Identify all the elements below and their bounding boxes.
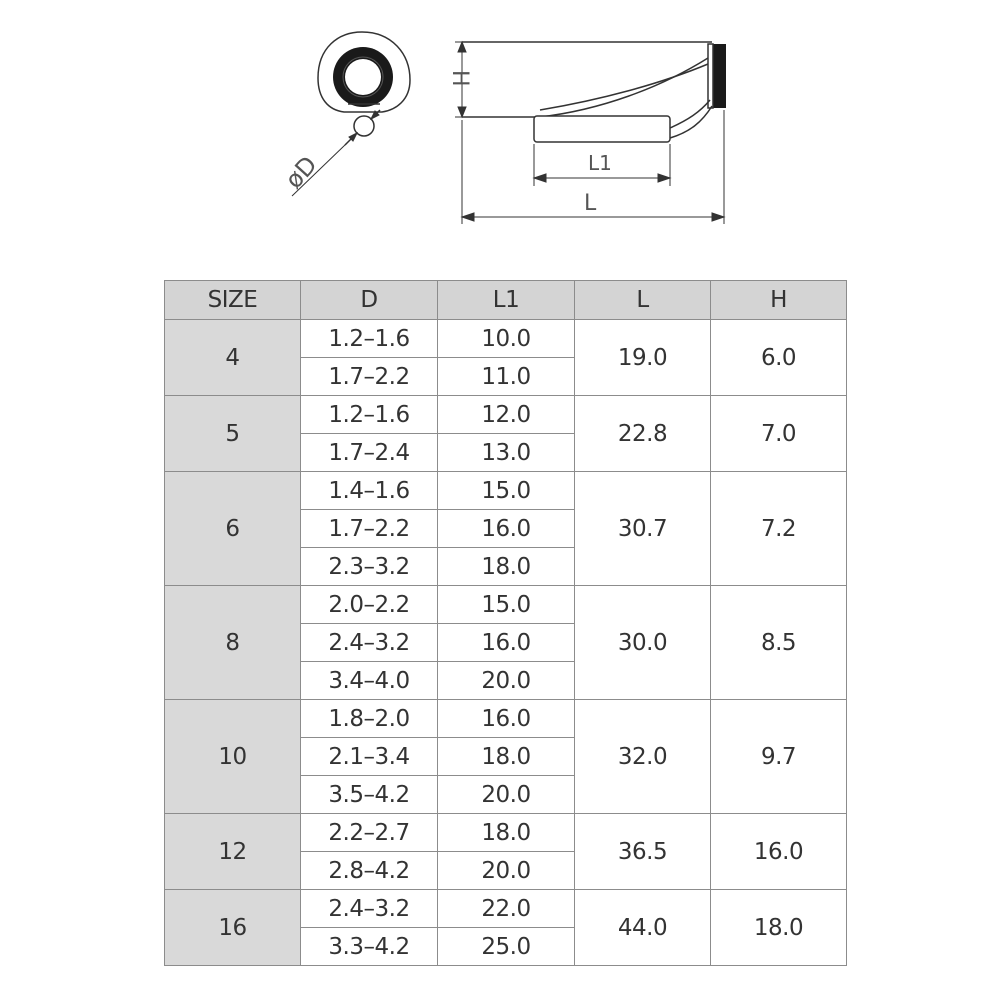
h-cell: 8.5 <box>711 586 847 700</box>
d-cell: 3.4–4.0 <box>301 662 438 700</box>
l-cell: 30.7 <box>575 472 711 586</box>
table-row <box>165 396 847 434</box>
l1-cell: 15.0 <box>438 586 575 624</box>
d-cell: 3.3–4.2 <box>301 928 438 966</box>
header-row <box>165 281 847 320</box>
l-cell: 22.8 <box>575 396 711 472</box>
d-cell: 2.1–3.4 <box>301 738 438 776</box>
l1-cell: 18.0 <box>438 548 575 586</box>
size-cell: 10 <box>165 700 301 814</box>
col-header-size: SIZE <box>165 281 301 320</box>
size-cell: 6 <box>165 472 301 586</box>
d-cell: 2.0–2.2 <box>301 586 438 624</box>
l1-cell: 22.0 <box>438 890 575 928</box>
l-cell: 44.0 <box>575 890 711 966</box>
l1-cell: 16.0 <box>438 700 575 738</box>
d-cell: 2.2–2.7 <box>301 814 438 852</box>
diameter-label: øD <box>279 150 323 195</box>
l1-cell: 15.0 <box>438 472 575 510</box>
col-header-h: H <box>711 281 847 320</box>
size-cell: 4 <box>165 320 301 396</box>
h-cell: 16.0 <box>711 814 847 890</box>
h-cell: 7.0 <box>711 396 847 472</box>
l1-cell: 16.0 <box>438 624 575 662</box>
d-cell: 1.4–1.6 <box>301 472 438 510</box>
col-header-l1: L1 <box>438 281 575 320</box>
d-cell: 1.7–2.2 <box>301 510 438 548</box>
l1-cell: 20.0 <box>438 776 575 814</box>
h-cell: 18.0 <box>711 890 847 966</box>
h-cell: 7.2 <box>711 472 847 586</box>
size-cell: 12 <box>165 814 301 890</box>
d-cell: 2.8–4.2 <box>301 852 438 890</box>
d-cell: 1.2–1.6 <box>301 396 438 434</box>
d-cell: 2.3–3.2 <box>301 548 438 586</box>
l-cell: 36.5 <box>575 814 711 890</box>
size-cell: 16 <box>165 890 301 966</box>
table-row <box>165 890 847 928</box>
table-row <box>165 586 847 624</box>
l1-cell: 16.0 <box>438 510 575 548</box>
l1-cell: 25.0 <box>438 928 575 966</box>
l1-cell: 20.0 <box>438 662 575 700</box>
size-cell: 8 <box>165 586 301 700</box>
l1-cell: 12.0 <box>438 396 575 434</box>
d-cell: 2.4–3.2 <box>301 624 438 662</box>
table-row <box>165 320 847 358</box>
l-cell: 19.0 <box>575 320 711 396</box>
col-header-l: L <box>575 281 711 320</box>
spec-table-body <box>165 320 847 966</box>
d-cell: 1.7–2.4 <box>301 434 438 472</box>
d-cell: 1.7–2.2 <box>301 358 438 396</box>
table-row <box>165 472 847 510</box>
spec-table <box>164 280 847 966</box>
l1-cell: 20.0 <box>438 852 575 890</box>
l1-cell: 10.0 <box>438 320 575 358</box>
l1-cell: 18.0 <box>438 814 575 852</box>
d-cell: 2.4–3.2 <box>301 890 438 928</box>
l-label: L <box>584 191 597 216</box>
l1-cell: 11.0 <box>438 358 575 396</box>
col-header-d: D <box>301 281 438 320</box>
l-cell: 32.0 <box>575 700 711 814</box>
l-cell: 30.0 <box>575 586 711 700</box>
l1-cell: 13.0 <box>438 434 575 472</box>
h-cell: 9.7 <box>711 700 847 814</box>
d-cell: 1.2–1.6 <box>301 320 438 358</box>
h-label: H <box>447 70 472 87</box>
l1-cell: 18.0 <box>438 738 575 776</box>
table-row <box>165 814 847 852</box>
d-cell: 1.8–2.0 <box>301 700 438 738</box>
l1-label: L1 <box>588 151 612 175</box>
side-view <box>462 42 726 142</box>
size-cell: 5 <box>165 396 301 472</box>
h-cell: 6.0 <box>711 320 847 396</box>
table-row <box>165 700 847 738</box>
d-cell: 3.5–4.2 <box>301 776 438 814</box>
guide-tip-diagram <box>0 0 1000 250</box>
